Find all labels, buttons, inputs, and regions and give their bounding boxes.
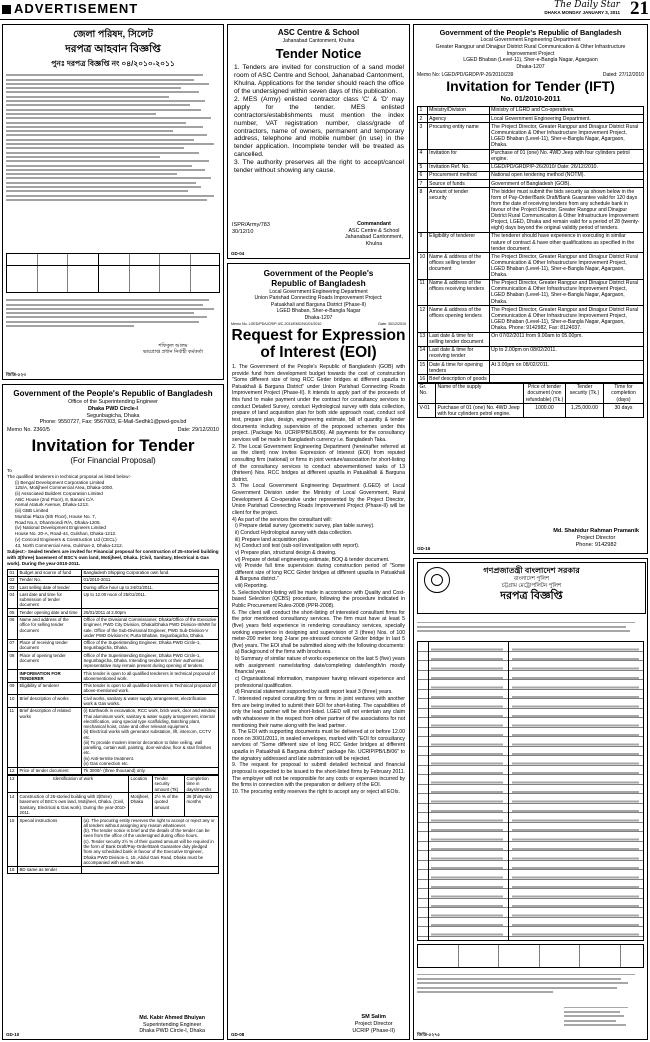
firm-line: 43, North Commercial Area, Gulshan-2, Dhaka-1212.	[15, 542, 124, 548]
signatory-title: Project Director	[354, 1021, 393, 1028]
row-key: Name & address of the offices selling tender document	[427, 253, 489, 279]
square-bullet-icon	[2, 5, 11, 14]
ad-address: LGED Bhaban (Level-11), Sher-e-Bangla Nagar, Agargaon	[463, 57, 598, 64]
page-header	[0, 0, 650, 20]
service-item: iii) Prepare land acquisition plan.	[235, 536, 310, 543]
row-number: 9	[418, 232, 428, 252]
service-item: v) Prepare plan, structural design & drawing.	[235, 549, 337, 556]
signatory-city: Khulna	[365, 240, 383, 247]
ad-heading: Tender Notice	[275, 45, 362, 61]
goods-col-name: Name of the supply	[436, 383, 524, 403]
ift-row	[418, 115, 644, 123]
row-number: 09	[8, 682, 18, 695]
addressees	[3, 466, 223, 566]
signatory-phone: Phone: 9142982	[575, 542, 617, 549]
firm-line: (ii) Associated Builders Corporation Limited	[15, 491, 103, 496]
goods-table	[417, 383, 644, 419]
fin-row	[8, 707, 219, 767]
ref-date: 30/12/10	[232, 228, 254, 235]
row-number: 02	[8, 576, 18, 583]
ad-pwd-tender	[2, 384, 224, 1040]
fin-row	[8, 639, 219, 652]
row-key: Invitation for	[427, 149, 489, 163]
row-value: Local Government Engineering Department.	[489, 115, 643, 123]
ift-table-wrap	[414, 106, 647, 418]
issue-date: DHAKA MONDAY JANUARY 3, 2011	[544, 10, 620, 15]
row-key: Last date & time for receiving tender	[427, 346, 489, 360]
row-number: 15	[8, 817, 18, 867]
firm-list	[7, 480, 219, 549]
paragraph: 8. The EOI with supporting documents must be delivered at or before 12.00 noon on 30/01/2011, in sealed envelopes, marked with "EOI for consultancy services of "Some different size of long RCC Girder bridges at different upazila in Patuakhali & Barguna district" package No. UCRIP/PB/LB/06" to the signatory addressed and late submission will be rejected.	[232, 729, 405, 762]
row-key: Name & address of the offices opening tenders	[427, 306, 489, 332]
firm-line: Road No.4, Dhanmondi R/A, Dhaka-1205.	[15, 519, 101, 525]
ad-org-block	[228, 289, 409, 321]
subject-line: Subject:- Sealed tenders are invited for Financial proposal for construction of 25-storied building with 3(three) basement of BSC's own land, Motijheel, Dhaka. (Civil, Sanitary, Electrical & Gas work). During the year-2010-2011.	[7, 549, 219, 566]
firm-line: ABC House (2nd Floor), 8, Banani C/A	[15, 496, 94, 502]
row-number: 03	[8, 584, 18, 591]
row-key: Last date and time for submission of tender document	[18, 591, 82, 609]
goods-cell: V-01	[418, 404, 436, 418]
ift-row	[418, 253, 644, 279]
firm-line: (i) Bengal Development Corporation Limited	[15, 479, 105, 485]
paragraph: 4) As part of the services the consultant will:	[232, 516, 333, 523]
row-key: Procuring entity name	[427, 123, 489, 149]
work-header-row	[8, 775, 219, 793]
bengali-notes	[417, 971, 644, 996]
document-item: c) Organisational information, manpower having relevant experience and professional qualification.	[235, 676, 405, 689]
row-key: Tender opening date and time	[18, 609, 82, 616]
firm-line: Mumbai Plaza (5th Floor), House No. 7,	[15, 513, 96, 519]
firm-line: House No. 20-A, Road-44, Gulshan, Dhaka-1212.	[15, 531, 117, 537]
signature-block	[143, 343, 203, 356]
row-number: 10	[418, 253, 428, 279]
document-item: d) Financial statement supported by audit report least 3 (three) years.	[235, 689, 393, 696]
ift-row	[418, 306, 644, 332]
row-key: Agency	[427, 115, 489, 123]
signature-block	[139, 1015, 205, 1035]
row-key: Budget and source of fund	[18, 569, 82, 576]
paragraph: 10. The procuring entity reserves the right to accept any or reject all EOIs.	[232, 788, 400, 795]
ift-row	[418, 149, 644, 163]
signatory-name: শফিকুল আলম	[158, 343, 188, 349]
firm-line: Kemal Ataturk Avenue, Dhaka-1213.	[15, 502, 89, 508]
row-value: 25/01/2011 at 2.00pm	[82, 609, 219, 616]
row-key: Brief description of goods	[427, 375, 489, 383]
ad-project: Greater Rangpur and Dinajpur District Rural Communication & Other Infrastructure Improvement Project	[435, 43, 626, 57]
goods-cell: 1,25,000.00	[566, 404, 604, 418]
row-key: Price of tender document	[18, 767, 82, 774]
ad-unit: চট্টগ্রাম মেট্রোপলিটন পুলিশ	[501, 583, 562, 590]
goods-col-security: Tender security (Tk.)	[566, 383, 604, 403]
signature-block	[553, 528, 639, 549]
instructions-row	[8, 866, 219, 873]
ad-asc-centre	[227, 24, 410, 259]
ad-office: Office of the Superintending Engineer	[68, 399, 158, 406]
row-value: Government of Bangladesh (GOB).	[489, 180, 643, 188]
signatory-project: UCRIP (Phase-II)	[352, 1028, 395, 1035]
goods-header-row	[418, 383, 644, 403]
emblem-icon	[424, 567, 450, 593]
bengali-text-block	[6, 72, 220, 203]
signatory-name: SM Salim	[361, 1014, 386, 1021]
row-value	[489, 375, 643, 383]
goods-cell: Purchase of 01 (one) No. 4WD Jeep with four cylinders petrol engine.	[436, 404, 524, 418]
signatory-org: ASC Centre & School	[348, 227, 400, 234]
row-value: The bidder must submit the bids security as shown below in the form of Pay-Order/Bank Draft/Bank Guarantee valid for 120 days from the date of receiving tenders from any schedule bank in favour of the Project Director, Greater Rangpur and Dinajpur District Rural Communication & Other Infrastructure Improvement Project, LGED, Dhaka and remain valid for a period of 28 (twenty-eight) days beyond the original validity period of tenders.	[489, 188, 643, 233]
ad-code: জিডি-৫২৩	[6, 372, 27, 378]
row-number: 6	[418, 171, 428, 179]
ad-code: GD-04	[231, 251, 245, 257]
firm-line: (v) Concord Engineers & Construction Ltd (CECL)	[15, 536, 117, 542]
ad-ift-lged	[413, 24, 648, 554]
ad-project-phase: Patuakhali and Barguna District (Phase-II)	[270, 301, 367, 308]
ift-row	[418, 232, 644, 252]
bengali-notes	[6, 297, 220, 329]
ad-org-block	[3, 399, 223, 426]
row-number: 14	[418, 346, 428, 360]
row-number: 3	[418, 123, 428, 149]
row-value: During office hour up to 24/01/2011.	[82, 584, 219, 591]
work-cell: 36 (thirty-six) months	[185, 793, 219, 816]
fin-row	[8, 682, 219, 695]
ift-row	[418, 375, 644, 383]
ad-address: LGED Bhaban, Sher-e-Bangla Nagar	[276, 308, 361, 315]
ad-code: GD-08	[231, 1032, 245, 1038]
row-value: This tender is open to all qualified tenderers in technical proposal of abovementioned work.	[82, 670, 219, 683]
memo-number: Memo No. 2360/5	[7, 427, 50, 434]
work-cell: Tender security amount (Tk)	[153, 775, 185, 793]
ift-table	[417, 106, 644, 383]
memo-line	[228, 321, 409, 328]
row-key: Special instructions	[18, 817, 82, 867]
ad-title	[228, 269, 409, 288]
row-number: 4	[418, 149, 428, 163]
ift-row	[418, 346, 644, 360]
ad-city: Dhaka-1207	[516, 63, 545, 70]
row-value: Up to 12.00 noon of 25/01/2011.	[82, 591, 219, 609]
ift-row	[418, 171, 644, 179]
paragraph: 7. Interested reputed consulting firm or firms in joint ventures with another firm are being invited to submit their EOI for short-listing. The capabilities of only the lead partner will be short-listed. LGED will not entertain any claim with whatsoever in the respect from other partner of the associations for not mentioning their name along with the lead partner.	[232, 695, 405, 729]
fin-table-wrap	[3, 567, 223, 874]
row-value: The Project Director, Greater Rangpur and Dinajpur District Rural Communication & Other Infrastructure Improvement Project, LGED Bhaban (Level-11), Sher-e-Bangla Nagar, Agargaon, Dhaka.	[489, 279, 643, 305]
goods-col-time: Time for completion (days)	[604, 383, 644, 403]
row-key: Place of receiving tender document	[18, 639, 82, 652]
bengali-text-block	[417, 619, 644, 635]
row-key: Amount of tender security	[427, 188, 489, 233]
row-number: 11	[418, 279, 428, 305]
paragraph: 2. The Local Government Engineering Department (hereinafter referred at as the client) now invites Expression of Interest (EOI) from reputed consulting firm (national) or firms in joint venture/association for short-listing of the consultancy services to conduct abovementioned tasks of 13 (thirteen) Nos. RCC bridges at different upazila in Patuakhali & Barguna district.	[232, 443, 405, 483]
ad-city: Dhaka-1207	[304, 314, 333, 321]
goods-cell: 30 days	[604, 404, 644, 418]
ad-heading: Invitation for Tender (IFT)	[446, 78, 615, 94]
row-key: INFORMATION FOR TENDERER	[18, 670, 82, 683]
row-key: Last selling date of tender	[18, 584, 82, 591]
work-row	[8, 793, 219, 816]
ad-heading: Invitation for Tender	[31, 436, 195, 456]
ift-row	[418, 123, 644, 149]
ad-title: গণপ্রজাতন্ত্রী বাংলাদেশ সরকার	[483, 566, 580, 575]
signatory-name: Md. Kabir Ahmed Bhuiyan	[139, 1015, 205, 1022]
goods-col-gr: Gr. No.	[418, 383, 436, 403]
row-key: Name & address of the offices receiving tenders	[427, 279, 489, 305]
paragraph: 9. The request for proposal to submit detailed technical and financial proposal is expected to be issued to the short-listed firms by February 2011. The employer will not be responsible for any costs or expenses incurred by the firms in connection with the preparation or delivery of the EOI.	[232, 762, 405, 789]
signature-block	[564, 1004, 644, 1029]
row-value: The Project Director, Greater Rangpur and Dinajpur District Rural Communication & Other Infrastructure Improvement Project, LGED Bhaban (Level-11), Sher-e-Bangla Nagar, Agargaon, Dhaka.	[489, 253, 643, 279]
memo-date: Date: 30/12/2010	[378, 321, 406, 326]
service-item: i) Prepare detail survey (geometric survey, plan table survey).	[235, 523, 375, 530]
row-number: 01	[8, 569, 18, 576]
ad-body	[228, 62, 409, 175]
memo-line	[3, 426, 223, 435]
signatory-title: Superintending Engineer	[142, 1021, 202, 1028]
ad-eoi-lged	[227, 263, 410, 1040]
row-value: At 3.00pm on 08/02/2011.	[489, 361, 643, 375]
fin-row	[8, 584, 219, 591]
ad-number: No. 01/2010-2011	[500, 94, 561, 104]
row-value: The tenderer should have experience in executing in similar nature of contract & have other qualifications as specified in the tender document.	[489, 232, 643, 252]
memo-date: Dated: 27/12/2010	[602, 71, 644, 78]
ad-title: Government of the People's Republic of Bangladesh	[13, 389, 213, 398]
signatory-addr: Jahanabad Cantonment,	[344, 234, 403, 241]
ad-code: জিডি-৫২৭৫	[417, 1032, 441, 1038]
signatory-title: Project Director	[576, 535, 616, 542]
row-value	[82, 866, 219, 873]
ad-org: Local Government Engineering Department	[269, 289, 368, 296]
fin-row	[8, 616, 219, 639]
service-item: viii) Reporting.	[235, 583, 268, 590]
row-number: 16	[419, 375, 426, 382]
row-number: 1	[418, 106, 428, 114]
work-cell: Location	[129, 775, 153, 793]
fin-row	[8, 609, 219, 616]
row-number: 12	[418, 306, 428, 332]
ift-row	[418, 106, 644, 114]
ift-row	[418, 180, 644, 188]
page-number: 21	[630, 0, 649, 19]
row-number: 11	[8, 707, 18, 767]
work-cell: Construction of 25-storied building with 3(three) basement of BSC's own land, Motijheel, Dhaka. (Civil, Sanitary, Electrical & Gas work). During the year-2010-2011.	[18, 793, 129, 816]
row-key: BD same as tender	[18, 866, 82, 873]
row-key: Date & time for opening tenders	[427, 361, 489, 375]
ift-row	[418, 332, 644, 346]
ift-row	[418, 163, 644, 171]
work-cell: Identification of work	[18, 775, 129, 793]
ad-project: Union Parishad Connecting Roads Improvement Project:	[254, 295, 383, 302]
ad-circle: Dhaka PWD Circle-I	[87, 405, 139, 412]
ad-org: বাংলাদেশ পুলিশ	[513, 576, 550, 583]
row-value: (a). The procuring entity reserves the right to accept or reject any or all tenders without assigning any reason whatsoever. (b). The tender notice is brief and the details of the tender can be seen from the office of the undersigned during office hours. (c). Tender security 2½ % of their quoted amount will be required in the form of Bank Draft/Pay-Order/Bank Guarantee duly pledged from any scheduled bank in favour of the Executive Engineer, Dhaka PWD Division-1, 15, Abdul Gani Road, Dhaka must be accompanied with each tender.	[82, 817, 219, 867]
ad-subheading: (For Financial Proposal)	[70, 455, 156, 465]
row-value: Office of the Superintending Engineer, Dhaka PWD Circle-1, Segunbagicha, Dhaka.	[82, 639, 219, 652]
intro-text: The qualified tenderers in technical proposal as listed below:-	[7, 473, 132, 479]
memo-number: Memo No: LGED/PD/GRDP/P-26/2010/239	[417, 71, 514, 78]
service-item: vi) Prepare of detail engineering estimate, BOQ & tender document.	[235, 556, 390, 563]
row-value: On 07/02/2011 from 9.00am to 05.00pm.	[489, 332, 643, 346]
fin-row	[8, 569, 219, 576]
ad-address: Segunbagicha, Dhaka	[86, 412, 140, 419]
section-title	[2, 1, 138, 16]
fin-table	[7, 569, 219, 776]
ad-title-line: Government of the People's	[263, 268, 374, 278]
memo-date: Date: 29/12/2010	[177, 427, 219, 434]
paragraph: 1. The Government of the People's Republic of Bangladesh (GOB) with provide fund from development budget towards the cost of construction "Some different size of long RCC Girder bridges at different upazila in Patuakhali & Barguna District" under Union Parishad Connecting Roads Improvement Project (Phase-II). It intends to apply part of the proceeds of this fund to make payment under the contract for consultancy services to conduct Detailed Survey, conduct Hydrological survey with data collection, prepare of land acquisition plan for both side approach road, conduct soil test, prepare plan, design, engineering estimate, bill of quantity & tender documents including supervision of the proposed schemes under this project. (Package No. UCRIP/PB/LB/06). All payments for the consultancy services will be made in Bangladesh currency i.e. Bangladesh Taka.	[232, 363, 405, 443]
row-value: Bangladesh Shipping Corporation own fund.	[82, 569, 219, 576]
row-key: Eligibility of tenderer	[18, 682, 82, 695]
row-number: 5	[418, 163, 428, 171]
memo-number: Memo No. LGED/PD/UCRIP-II/C-2011/EMC/NC/01/2010	[231, 321, 322, 326]
ift-row	[418, 361, 644, 375]
row-value: Ministry of LGRD and Co-operatives.	[489, 106, 643, 114]
row-key: Ministry/Division	[427, 106, 489, 114]
ad-title: ASC Centre & School	[277, 28, 360, 37]
ad-heading: দরপত্র আহবান বিজ্ঞপ্তি	[65, 43, 161, 56]
row-number: 04	[8, 591, 18, 609]
fin-row	[8, 695, 219, 708]
work-cell: Completion time in days/months	[185, 775, 219, 793]
work-table	[7, 775, 219, 817]
bengali-price-table	[417, 944, 644, 968]
goods-cell: 1000.00	[524, 404, 566, 418]
ad-subtitle: Jahanabad Cantonment, Khulna	[282, 38, 355, 45]
paragraph: 6. The client will conduct the short-listing of interested consultant firms for the prior mentioned consultancy services. The firm must have at least 5 (five) years field experience in rendering consultancy services, specially working experience in designing and supervision of 3 (three) Nos. of 100 meter-200 meter long 2-lane pre-stressed concrete Girder bridge in last 5 (five) years. The EOI shall be submitted along with the following documents:	[232, 609, 405, 649]
ift-row	[418, 279, 644, 305]
row-value: LGED/PD/GRDP/P-26/2010/ Date: 26/12/2010.	[489, 163, 643, 171]
police-header	[417, 562, 646, 614]
row-value: 01/2010-2011	[82, 576, 219, 583]
instructions-table	[7, 816, 219, 874]
row-key: Source of funds	[427, 180, 489, 188]
firm-line: (iii) GBB Limited	[15, 508, 49, 514]
row-number: 06	[8, 616, 18, 639]
ad-title-line: Republic of Bangladesh	[271, 277, 366, 288]
row-number: 13	[418, 332, 428, 346]
paragraph: 3. The Local Government Engineering Department (LGED) of Local Government Division under the Ministry of Local Government, Rural Development & Co-operative under represented by the Project Director, Union Parishad Connecting Roads Improvement Project (Phase-II) will be client for the project.	[232, 483, 405, 517]
row-key: Place of opening tender document	[18, 652, 82, 670]
row-number: 2	[418, 115, 428, 123]
row-key: Procurement method	[427, 171, 489, 179]
row-value: Office of the Superintending Engineer, Dhaka PWD Circle-1, Segunbagicha, Dhaka. Intending tenderers or their authorised representative may remain present during opening of tenders.	[82, 652, 219, 670]
reference	[232, 222, 270, 235]
row-number: 16	[8, 866, 18, 873]
ad-heading: Request for Expression of Interest (EOI)	[231, 327, 406, 362]
paragraph: 5. Selection/short-listing will be made in accordance with Quality and Cost-based Selection (QCBS) procedure, following the procedure indicated in Public Procurement Rules-2008 (PPR-2008).	[232, 589, 405, 609]
row-value: This tender is open to all qualified tenderers in Technical proposal of above-mentioned work.	[82, 682, 219, 695]
row-key: Brief description of related works	[18, 707, 82, 767]
row-value: Up to 2.00pm on 08/02/2011.	[489, 346, 643, 360]
fin-row	[8, 652, 219, 670]
ad-heading: দরপত্র বিজ্ঞপ্তি	[500, 590, 563, 603]
signatory-title: Commandant	[357, 221, 391, 227]
row-value: Office of the Divisional Commissioner, Dhaka/Office of the Executive Engineer, PWD City Division, Dhaka/Dhaka PWD Division-III/MW for sale. Office of the Sub-Divisional Engineer, PWD Sub-Division-V under PWD Division-IV, Purta Bhaban, Segunbagicha, Dhaka.	[82, 616, 219, 639]
ad-title: জেলা পরিষদ, সিলেট	[73, 29, 153, 40]
section-label: ADVERTISEMENT	[14, 1, 139, 16]
goods-col-price: Price of tender document (non refundable) (Tk.)	[524, 383, 566, 403]
work-cell: Motijheel, Dhaka	[129, 793, 153, 816]
row-number: 07	[8, 639, 18, 652]
ad-subheading: পুনঃ দরপত্র বিজ্ঞপ্তি নং ০৪/২০১০-২০১১	[51, 58, 175, 68]
service-list	[232, 523, 405, 589]
row-number: 15	[418, 361, 428, 375]
document-item: b) Summary of similar nature of works experience on the last 5 (five) years with assignment name/starting date/completing date/length/in mostly financial year.	[235, 656, 405, 676]
fin-row	[8, 767, 219, 774]
service-item: vii) Provide full time supervision during construction period of "Some different size of long RCC Girder bridges at different upazila in Patuakhali & Barguna district."	[235, 563, 405, 583]
signature-block	[352, 1014, 395, 1035]
ad-body	[228, 364, 409, 796]
row-value: The Project Director, Greater Rangpur and Dinajpur District Rural Communication & Other Infrastructure Improvement Project, LGED Bhaban (Level-11), Sher-e-Bangla Nagar, Agargaon, Dhaka.	[489, 123, 643, 149]
document-item: a) Background of the firms with brochures.	[235, 649, 332, 656]
ad-title: Government of the People's Republic of Bangladesh	[439, 28, 622, 37]
row-number: 08	[8, 652, 18, 670]
row-value: (i) Earthwork in excavation, RCC work, brick work, door and window, Thai aluminium work, sanitary & water supply arrangement, internal electrification, using special type scaffolding, Batching plant, mechanical hoist, crane and other relevant equipment. (ii) Electrical works with generator substation, lift, intercom, CCTV etc. (iii) To provide modern interior decoration to false ceiling, wall panelling, curtain wall, painting, door-window, floor & stair finishes etc. (iv) Anti-termite treatment. (v) Gas connection etc.	[83, 708, 217, 767]
instructions-row	[8, 817, 219, 867]
ad-police-tender	[413, 558, 648, 1040]
row-key: Last date & time for selling tender document	[427, 332, 489, 346]
service-item: iv) Conduct soil test (sub-soil investigation with report).	[235, 543, 360, 550]
firm-line: 125/A, Motijheel Commercial Area, Dhaka-1000.	[15, 485, 114, 491]
ad-code: GD-10	[6, 1032, 20, 1038]
goods-row	[418, 404, 644, 418]
row-value: Civil works, sanitary & water supply arrangement, electrification work & Gas works.	[82, 695, 219, 708]
fin-row	[8, 591, 219, 609]
row-number: 10	[8, 695, 18, 708]
row-key: Invitation Ref. No.	[427, 163, 489, 171]
row-key: Eligibility of tenderer	[427, 232, 489, 252]
bengali-table	[417, 641, 644, 941]
paragraph: 2. MES (Army) enlisted contractor class 'C' & 'D' may apply for the tender. MES enlisted contractors/establishments must mention the index number, VAT registration number, class/grade of contractors, name of owners, permanent and temporary address, telephone and mobile number (in use) in the tender application. Incomplete tender will be treated as cancelled.	[234, 95, 404, 159]
work-cell: 14	[8, 793, 18, 816]
ad-zila-parishad	[2, 24, 224, 380]
masthead: The Daily Star	[554, 0, 620, 10]
row-number: 05	[8, 609, 18, 616]
row-number: 7	[418, 180, 428, 188]
work-cell: 2½ % of the quoted amount	[153, 793, 185, 816]
row-number: 8	[418, 188, 428, 233]
paragraph: 3. The authority preserves all the right to accept/cancel tender without showing any cause.	[234, 159, 404, 175]
signatory-office: Dhaka PWD Circle-I, Dhaka	[139, 1028, 205, 1035]
ad-contact: Phone: 9550727, Fax: 9567003, E-Mail-Sedhk1@pwd-gov.bd	[39, 419, 187, 426]
ref-number: ISPR/Army/783	[232, 222, 270, 228]
bengali-table	[6, 253, 220, 293]
row-value: Tk 3000/- (three thousand) only.	[82, 767, 219, 774]
row-number: 12	[8, 767, 18, 774]
work-cell: 13	[8, 775, 18, 793]
row-value: The Project Director, Greater Rangpur and Dinajpur District Rural Communication & Other Infrastructure Improvement Project, LGED Bhaban (Level-11), Sher-e-Bangla Nagar, Agargaon, Dhaka. Phone: 9142982, Fax: 8124037.	[489, 306, 643, 332]
firm-line: (iv) National Development Engineers Limited	[15, 525, 106, 531]
ad-code: GD-16	[417, 546, 431, 552]
row-number	[8, 670, 18, 683]
signature-block	[345, 221, 403, 247]
document-list	[232, 649, 405, 695]
signatory-title: ভারপ্রাপ্ত প্রধান নির্বাহী কর্মকর্তা	[142, 349, 203, 356]
row-key: Name and address of the office for selling tender document	[18, 616, 82, 639]
row-key: Brief description of works	[18, 695, 82, 708]
to-label: To	[7, 468, 12, 474]
paragraph: 1. Tenders are invited for construction of a sand model room of ASC Centre and School, Jahanabad Cantonment, Khulna. Applications for the tender should reach the office of the undersigned within seven days of this publication.	[234, 64, 404, 95]
service-item: ii) Conduct Hydrological survey with data collection.	[235, 529, 353, 536]
signatory-name: Md. Shahidur Rahman Pramanik	[553, 528, 639, 535]
ad-org: Local Government Engineering Department	[480, 37, 581, 44]
row-value: Purchase of 01 (one) No. 4WD Jeep with four cylinders petrol engine.	[489, 149, 643, 163]
row-key: Tender No.	[18, 576, 82, 583]
fin-row	[8, 670, 219, 683]
fin-row	[8, 576, 219, 583]
row-value: National open tendering method (NOTM).	[489, 171, 643, 179]
ift-row	[418, 188, 644, 233]
